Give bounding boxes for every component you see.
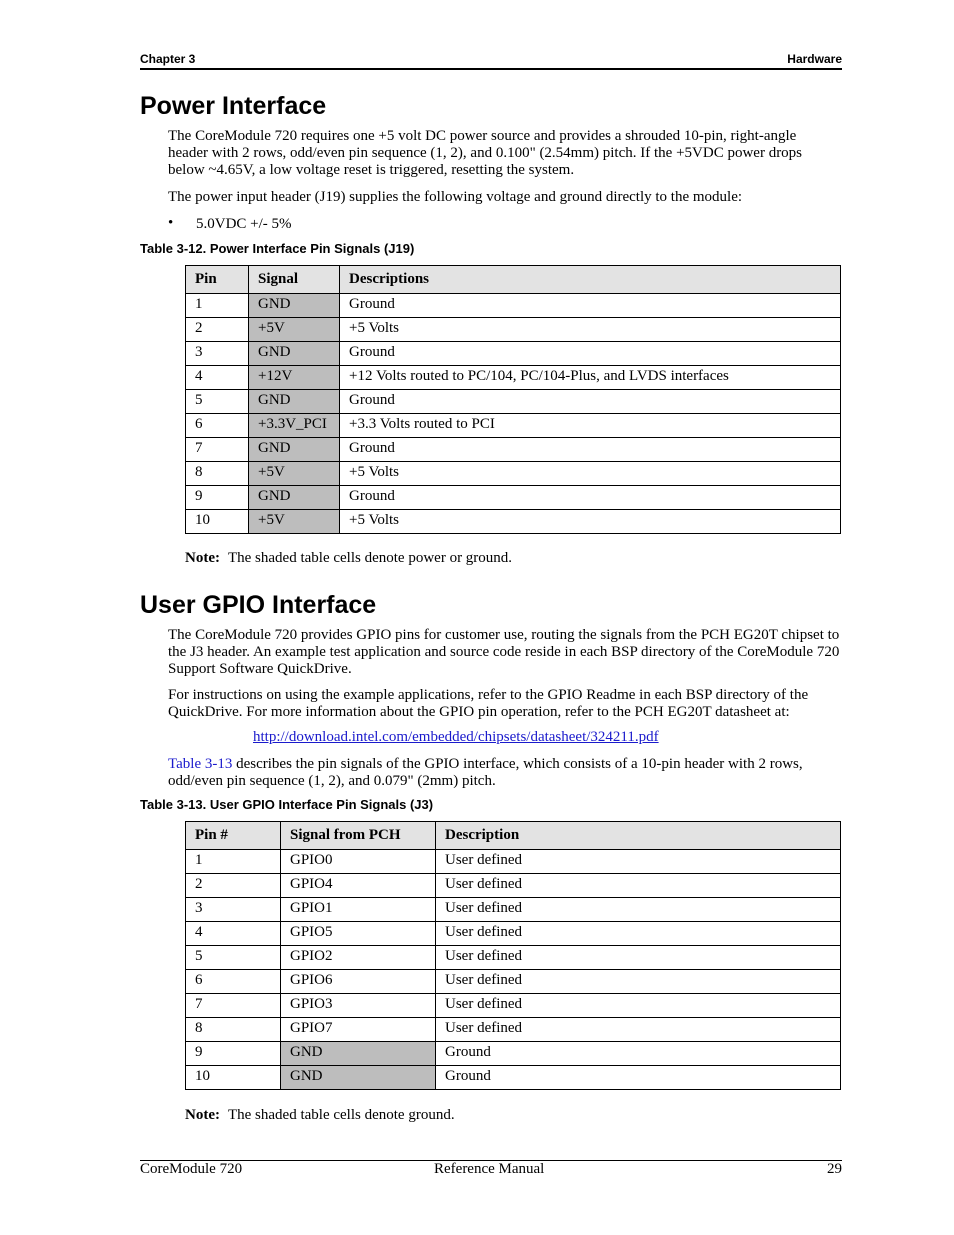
description-cell: Ground — [436, 1066, 841, 1090]
pin-cell: 3 — [186, 342, 249, 366]
table-row — [186, 462, 841, 486]
note-label: Note: — [185, 1107, 220, 1123]
pin-cell: 7 — [186, 994, 281, 1018]
signal-cell: GPIO3 — [281, 994, 436, 1018]
gpio-table-note — [185, 1107, 455, 1124]
table-row — [186, 390, 841, 414]
description-cell: +5 Volts — [340, 318, 841, 342]
description-cell: User defined — [436, 898, 841, 922]
pin-cell: 2 — [186, 318, 249, 342]
pin-cell: 7 — [186, 438, 249, 462]
user-gpio-heading: User GPIO Interface — [140, 591, 377, 619]
gpio-paragraph-3-text: describes the pin signals of the GPIO interface, which consists of a 10-pin header with 2 rows, odd/even pin sequence (1, 2), and 0.079" (2mm) pitch. — [168, 756, 803, 789]
chapter-label: Chapter 3 — [140, 52, 196, 66]
pin-cell: 8 — [186, 1018, 281, 1042]
column-header: Pin # — [186, 822, 281, 850]
page-footer — [140, 1160, 842, 1179]
description-cell: User defined — [436, 970, 841, 994]
pin-cell: 9 — [186, 1042, 281, 1066]
datasheet-link[interactable]: http://download.intel.com/embedded/chipsets/datasheet/324211.pdf — [253, 729, 659, 745]
footer-product: CoreModule 720 — [140, 1161, 243, 1177]
pin-cell: 10 — [186, 510, 249, 534]
signal-cell: +5V — [249, 510, 340, 534]
signal-cell: GND — [249, 342, 340, 366]
column-header: Description — [436, 822, 841, 850]
table-row — [186, 342, 841, 366]
power-paragraph-2: The power input header (J19) supplies the following voltage and ground directly to the module: — [168, 189, 743, 205]
signal-cell: GND — [249, 390, 340, 414]
pin-cell: 6 — [186, 970, 281, 994]
signal-cell: GND — [249, 438, 340, 462]
note-text: The shaded table cells denote power or ground. — [227, 550, 513, 566]
signal-cell: +12V — [249, 366, 340, 390]
table-row — [186, 1018, 841, 1042]
table-row — [186, 318, 841, 342]
gpio-pin-table — [185, 821, 841, 1090]
pin-cell: 4 — [186, 922, 281, 946]
signal-cell: GND — [249, 294, 340, 318]
pin-cell: 5 — [186, 390, 249, 414]
signal-cell: GPIO1 — [281, 898, 436, 922]
signal-cell: GPIO6 — [281, 970, 436, 994]
signal-cell: GPIO5 — [281, 922, 436, 946]
description-cell: User defined — [436, 874, 841, 898]
note-text: The shaded table cells denote ground. — [227, 1107, 455, 1123]
bullet-icon: • — [168, 215, 174, 231]
table-header-row — [186, 266, 841, 294]
table-header-row — [186, 822, 841, 850]
column-header: Signal from PCH — [281, 822, 436, 850]
power-pin-table — [185, 265, 841, 534]
gpio-table-caption: Table 3-13. User GPIO Interface Pin Signals (J3) — [140, 797, 434, 812]
signal-cell: GND — [281, 1042, 436, 1066]
gpio-paragraph-1: The CoreModule 720 provides GPIO pins for customer use, routing the signals from the PCH EG20T chipset to the J3 header. An example test application and source code reside in each BSP directory of the CoreModule 720 Support Software QuickDrive. — [168, 627, 840, 677]
signal-cell: GPIO4 — [281, 874, 436, 898]
pin-cell: 4 — [186, 366, 249, 390]
table-row — [186, 414, 841, 438]
power-table-note — [185, 550, 512, 567]
pin-cell: 10 — [186, 1066, 281, 1090]
table-row — [186, 970, 841, 994]
description-cell: Ground — [340, 486, 841, 510]
table-row — [186, 1066, 841, 1090]
table-row — [186, 874, 841, 898]
page-header — [140, 52, 842, 70]
column-header: Pin — [186, 266, 249, 294]
footer-doc-title: Reference Manual — [434, 1161, 545, 1177]
power-table-caption: Table 3-12. Power Interface Pin Signals (J19) — [140, 241, 415, 256]
bullet-text: 5.0VDC +/- 5% — [196, 216, 292, 232]
description-cell: +12 Volts routed to PC/104, PC/104-Plus, and LVDS interfaces — [340, 366, 841, 390]
table-row — [186, 994, 841, 1018]
description-cell: Ground — [436, 1042, 841, 1066]
description-cell: User defined — [436, 850, 841, 874]
table-row — [186, 486, 841, 510]
footer-page-number: 29 — [827, 1161, 842, 1177]
signal-cell: +5V — [249, 318, 340, 342]
description-cell: Ground — [340, 438, 841, 462]
description-cell: Ground — [340, 390, 841, 414]
signal-cell: GPIO0 — [281, 850, 436, 874]
description-cell: Ground — [340, 294, 841, 318]
datasheet-link-line — [253, 729, 659, 746]
column-header: Signal — [249, 266, 340, 294]
gpio-paragraph-3 — [168, 756, 840, 790]
note-label: Note: — [185, 550, 220, 566]
power-paragraph-1: The CoreModule 720 requires one +5 volt DC power source and provides a shrouded 10-pin, right-angle header with 2 rows, odd/even pin sequence (1, 2), and 0.100" (2.54mm) pitch. If the +5VDC power drops below ~4.65V, a low voltage reset is triggered, resetting the system. — [168, 128, 803, 178]
signal-cell: GND — [281, 1066, 436, 1090]
table-3-13-link[interactable]: Table 3-13 — [168, 756, 233, 772]
pin-cell: 1 — [186, 294, 249, 318]
column-header: Descriptions — [340, 266, 841, 294]
description-cell: User defined — [436, 994, 841, 1018]
table-row — [186, 366, 841, 390]
pin-cell: 3 — [186, 898, 281, 922]
table-row — [186, 898, 841, 922]
table-row — [186, 1042, 841, 1066]
pin-cell: 5 — [186, 946, 281, 970]
signal-cell: +5V — [249, 462, 340, 486]
table-row — [186, 946, 841, 970]
pin-cell: 9 — [186, 486, 249, 510]
signal-cell: +3.3V_PCI — [249, 414, 340, 438]
description-cell: Ground — [340, 342, 841, 366]
section-label: Hardware — [787, 52, 842, 66]
signal-cell: GND — [249, 486, 340, 510]
table-row — [186, 510, 841, 534]
table-row — [186, 438, 841, 462]
description-cell: +5 Volts — [340, 510, 841, 534]
pin-cell: 2 — [186, 874, 281, 898]
description-cell: User defined — [436, 946, 841, 970]
power-interface-heading: Power Interface — [140, 92, 327, 120]
signal-cell: GPIO7 — [281, 1018, 436, 1042]
table-row — [186, 850, 841, 874]
description-cell: User defined — [436, 1018, 841, 1042]
description-cell: User defined — [436, 922, 841, 946]
pin-cell: 6 — [186, 414, 249, 438]
signal-cell: GPIO2 — [281, 946, 436, 970]
gpio-paragraph-2: For instructions on using the example applications, refer to the GPIO Readme in each BSP directory of the QuickDrive. For more information about the GPIO pin operation, refer to the PCH EG20T datasheet at: — [168, 687, 809, 720]
description-cell: +5 Volts — [340, 462, 841, 486]
pin-cell: 1 — [186, 850, 281, 874]
description-cell: +3.3 Volts routed to PCI — [340, 414, 841, 438]
table-row — [186, 294, 841, 318]
table-row — [186, 922, 841, 946]
pin-cell: 8 — [186, 462, 249, 486]
